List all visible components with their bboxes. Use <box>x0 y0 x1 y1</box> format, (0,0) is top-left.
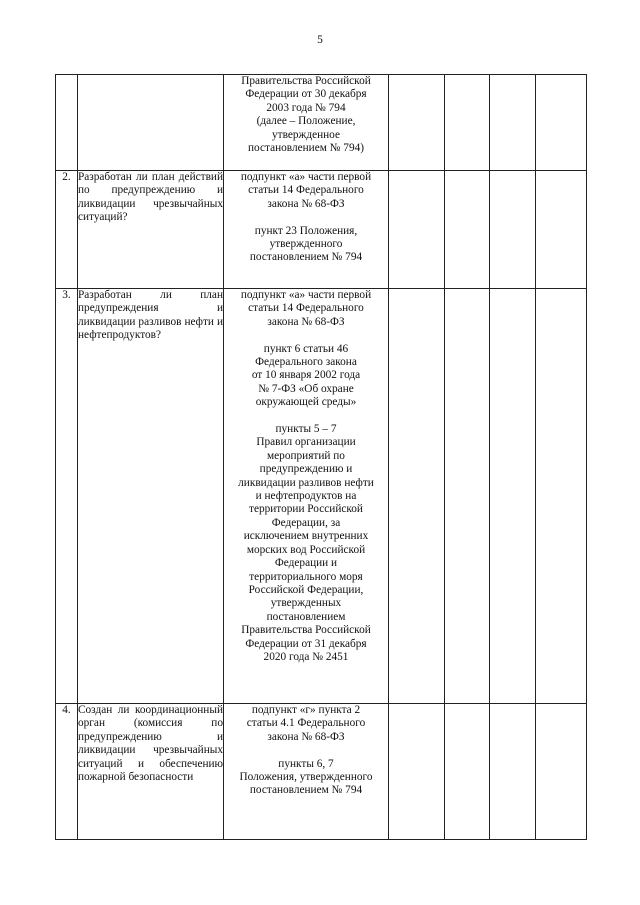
answer-no-cell[interactable] <box>445 289 490 704</box>
answer-na-cell[interactable] <box>490 171 536 289</box>
answer-na-cell[interactable] <box>490 75 536 171</box>
question-cell <box>78 75 224 171</box>
notes-cell[interactable] <box>536 171 587 289</box>
row-number: 3. <box>56 289 78 704</box>
answer-na-cell[interactable] <box>490 704 536 840</box>
question-cell: Разработан ли план предупреждения и ликвидации разливов нефти и нефтепродуктов? <box>78 289 224 704</box>
answer-yes-cell[interactable] <box>389 75 445 171</box>
answer-na-cell[interactable] <box>490 289 536 704</box>
row-number <box>56 75 78 171</box>
table-row <box>56 289 587 704</box>
legal-reference: Правительства Российской Федерации от 30 декабря 2003 года № 794 (далее – Положение, утвержденное постановлением № 794) <box>241 75 371 155</box>
table-row <box>56 171 587 289</box>
table-row <box>56 75 587 171</box>
answer-no-cell[interactable] <box>445 704 490 840</box>
answer-no-cell[interactable] <box>445 171 490 289</box>
page-number: 5 <box>317 34 323 46</box>
requirements-cell <box>224 75 389 171</box>
requirements-cell <box>224 171 389 289</box>
answer-no-cell[interactable] <box>445 75 490 171</box>
legal-reference: подпункт «г» пункта 2 статьи 4.1 Федерального закона № 68-ФЗ <box>246 704 366 743</box>
row-number: 2. <box>56 171 78 289</box>
legal-reference: пункты 5 – 7 Правил организации мероприятий по предупреждению и ликвидации разливов нефти и нефтепродуктов на территории Российской Федерации, за исключением внутренних морских вод Российской Федерации и территориального моря Российской Федерации, утвержденных постановлением Правительства Российской Федерации от 31 декабря 2020 года № 2451 <box>238 423 374 663</box>
notes-cell[interactable] <box>536 289 587 704</box>
answer-yes-cell[interactable] <box>389 704 445 840</box>
requirements-cell <box>224 704 389 840</box>
question-cell: Создан ли координационный орган (комиссия по предупреждению и ликвидации чрезвычайных ситуаций и обеспечению пожарной безопасности <box>78 704 224 840</box>
requirements-cell <box>224 289 389 704</box>
answer-yes-cell[interactable] <box>389 171 445 289</box>
notes-cell[interactable] <box>536 704 587 840</box>
row-number: 4. <box>56 704 78 840</box>
table-row <box>56 704 587 840</box>
legal-reference: подпункт «а» части первой статьи 14 Федерального закона № 68-ФЗ <box>240 171 372 210</box>
legal-reference: пункт 6 статьи 46 Федерального закона от 10 января 2002 года № 7-ФЗ «Об охране окружающей среды» <box>251 342 361 409</box>
legal-reference: пункты 6, 7 Положения, утвержденного постановлением № 794 <box>239 757 373 797</box>
question-cell: Разработан ли план действий по предупреждению и ликвидации чрезвычайных ситуаций? <box>78 171 224 289</box>
legal-reference: подпункт «а» части первой статьи 14 Федерального закона № 68-ФЗ <box>240 289 372 328</box>
checklist-table <box>55 74 587 840</box>
answer-yes-cell[interactable] <box>389 289 445 704</box>
notes-cell[interactable] <box>536 75 587 171</box>
legal-reference: пункт 23 Положения, утвержденного постановлением № 794 <box>249 224 363 264</box>
